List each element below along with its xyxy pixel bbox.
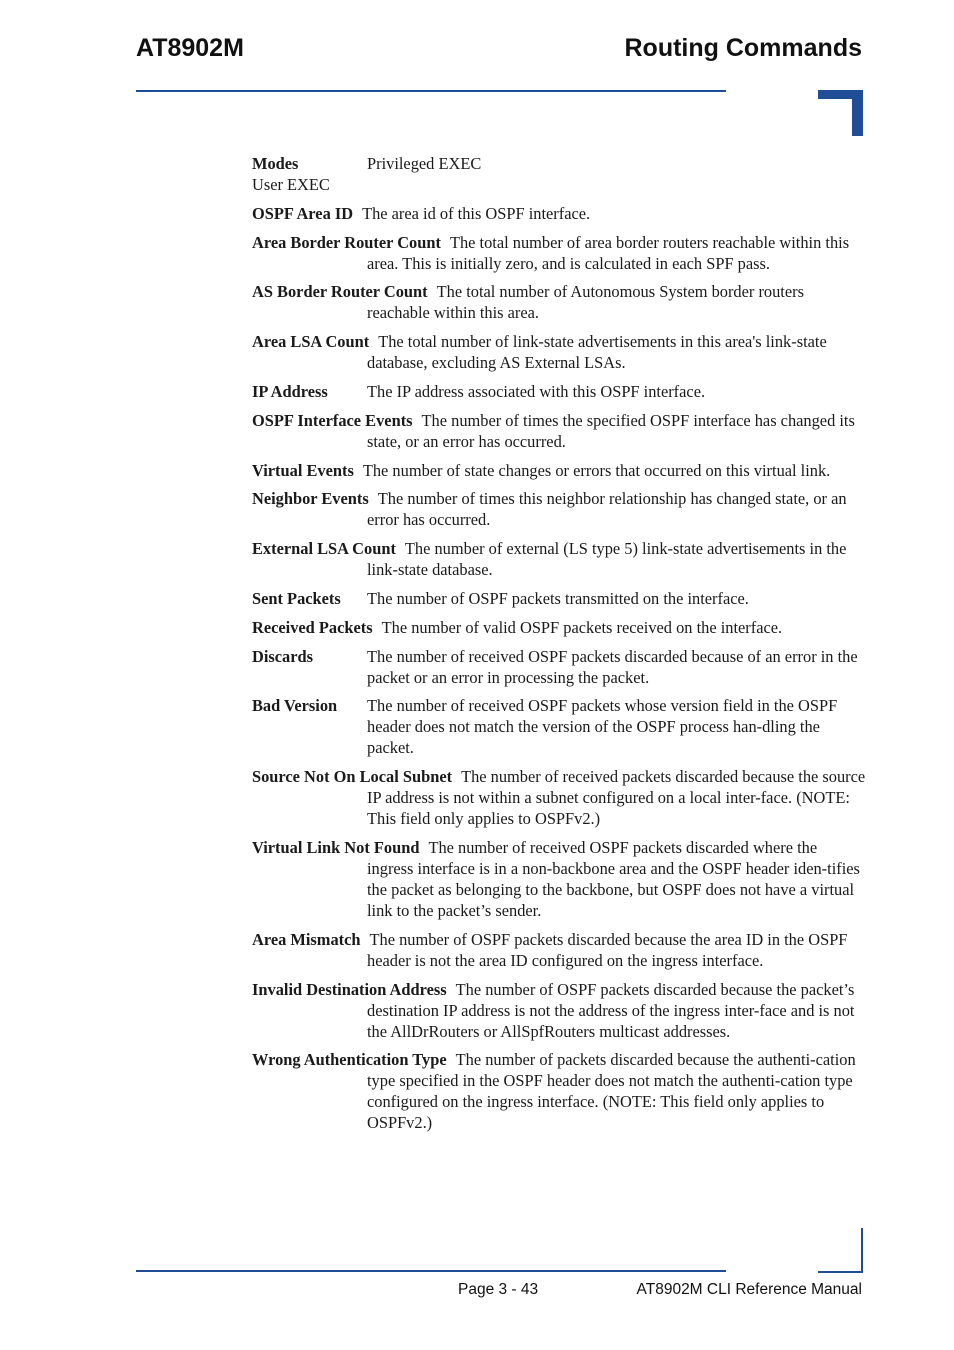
entry-wrong-authentication-type bbox=[252, 1049, 866, 1133]
entry-term: Virtual Link Not Found bbox=[252, 837, 420, 857]
manual-title: AT8902M CLI Reference Manual bbox=[636, 1281, 862, 1298]
entry-term: Virtual Events bbox=[252, 460, 354, 480]
entry-term: Discards bbox=[252, 646, 314, 666]
entry-description: The number of times this neighbor relationship has changed state, or an error has occurred. bbox=[367, 489, 847, 530]
entry-term: IP Address bbox=[252, 381, 328, 401]
header-corner-mark bbox=[818, 90, 863, 136]
entry-term: OSPF Interface Events bbox=[252, 410, 413, 430]
entry-modes bbox=[252, 153, 866, 195]
entry-term: Area Mismatch bbox=[252, 929, 361, 949]
entry-term: Wrong Authentication Type bbox=[252, 1050, 447, 1070]
entry-description: The IP address associated with this OSPF interface. bbox=[367, 381, 706, 401]
entry-description: The total number of area border routers reachable within this area. This is initially zero, and is calculated in each SPF pass. bbox=[367, 232, 850, 273]
entry-description: The total number of Autonomous System border routers reachable within this area. bbox=[367, 282, 804, 323]
entry-area-border-router-count bbox=[252, 232, 866, 274]
entry-description: The number of OSPF packets discarded because the area ID in the OSPF header is not the area ID configured on the ingress interface. bbox=[367, 929, 848, 970]
entry-area-lsa-count bbox=[252, 331, 866, 373]
entry-virtual-events bbox=[252, 460, 866, 481]
entry-received-packets bbox=[252, 617, 866, 638]
footer-corner-mark bbox=[818, 1228, 863, 1273]
entry-bad-version bbox=[252, 695, 866, 758]
entry-description: Privileged EXEC User EXEC bbox=[252, 154, 482, 194]
entry-virtual-link-not-found bbox=[252, 837, 866, 921]
entry-term: Neighbor Events bbox=[252, 489, 369, 509]
entry-term: Bad Version bbox=[252, 696, 338, 716]
entry-description: The total number of link-state advertisements in this area's link-state database, excluding AS External LSAs. bbox=[367, 332, 827, 373]
entry-description: The number of received packets discarded because the source IP address is not within a subnet configured on a local inter-face. (NOTE: This field only applies to OSPFv2.) bbox=[367, 767, 866, 829]
entry-term: Sent Packets bbox=[252, 588, 341, 608]
definition-list bbox=[252, 153, 866, 1141]
entry-term: Area LSA Count bbox=[252, 332, 370, 352]
entry-description: The number of received OSPF packets whose version field in the OSPF header does not match the version of the OSPF process han-dling the packet. bbox=[367, 696, 838, 758]
entry-description: The number of OSPF packets discarded because the packet’s destination IP address is not the address of the ingress inter-face and is not the AllDrRouters or AllSpfRouters multicast addresses. bbox=[367, 979, 855, 1041]
header-rule bbox=[136, 90, 726, 92]
entry-term: Invalid Destination Address bbox=[252, 979, 447, 999]
entry-ip-address bbox=[252, 381, 866, 402]
page-number: Page 3 - 43 bbox=[458, 1281, 539, 1298]
entry-term: AS Border Router Count bbox=[252, 282, 428, 302]
entry-description: The number of external (LS type 5) link-state advertisements in the link-state database. bbox=[367, 539, 847, 580]
entry-neighbor-events bbox=[252, 488, 866, 530]
entry-term: External LSA Count bbox=[252, 539, 396, 559]
entry-ospf-area-id bbox=[252, 203, 866, 224]
entry-area-mismatch bbox=[252, 929, 866, 971]
entry-external-lsa-count bbox=[252, 538, 866, 580]
entry-term: OSPF Area ID bbox=[252, 203, 354, 223]
entry-description: The number of state changes or errors that occurred on this virtual link. bbox=[362, 460, 831, 480]
entry-description: The number of received OSPF packets discarded because of an error in the packet or an error in processing the packet. bbox=[367, 646, 858, 687]
entry-description: The area id of this OSPF interface. bbox=[362, 203, 591, 223]
entry-description: The number of valid OSPF packets received on the interface. bbox=[381, 617, 783, 637]
document-title: AT8902M bbox=[136, 34, 244, 62]
entry-description: The number of packets discarded because the authenti-cation type specified in the OSPF header does not match the authenti-cation type configured on the ingress interface. (NOTE: This field only applies to OSPFv2.) bbox=[367, 1050, 856, 1133]
entry-term: Area Border Router Count bbox=[252, 232, 441, 252]
entry-as-border-router-count bbox=[252, 281, 866, 323]
entry-term: Received Packets bbox=[252, 617, 373, 637]
entry-description: The number of times the specified OSPF interface has changed its state, or an error has occurred. bbox=[367, 410, 855, 451]
chapter-title: Routing Commands bbox=[624, 34, 862, 62]
entry-sent-packets bbox=[252, 588, 866, 609]
entry-description: The number of received OSPF packets discarded where the ingress interface is in a non-backbone area and the OSPF header iden-tifies the packet as belonging to the backbone, but OSPF does not have a virtual link to the packet’s sender. bbox=[367, 837, 860, 920]
footer-rule bbox=[136, 1270, 726, 1272]
entry-term: Source Not On Local Subnet bbox=[252, 767, 453, 787]
entry-source-not-on-local-subnet bbox=[252, 766, 866, 829]
entry-term: Modes bbox=[252, 154, 299, 173]
entry-description: The number of OSPF packets transmitted on the interface. bbox=[367, 588, 749, 608]
entry-discards bbox=[252, 646, 866, 688]
entry-ospf-interface-events bbox=[252, 410, 866, 452]
entry-invalid-destination-address bbox=[252, 979, 866, 1042]
